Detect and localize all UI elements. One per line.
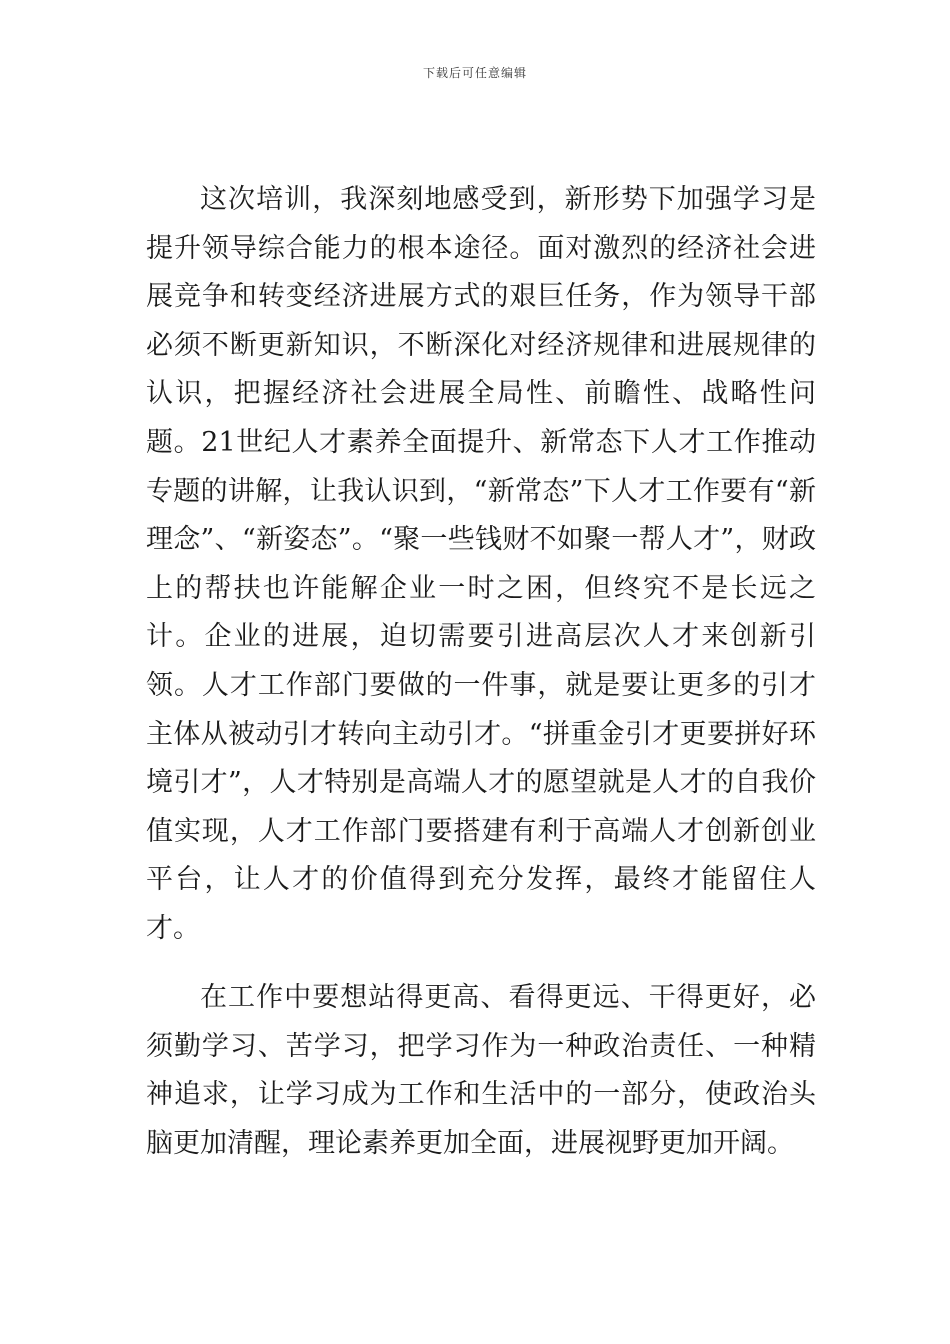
paragraph-2: 在工作中要想站得更高、看得更远、干得更好，必须勤学习、苦学习，把学习作为一种政治责任、一种精神追求，让学习成为工作和生活中的一部分，使政治头脑更加清醒，理论素养更加全面，进展视野更加开阔。: [146, 982, 816, 1159]
page-header: 下载后可任意编辑: [422, 66, 527, 80]
paragraph-1: 这次培训，我深刻地感受到，新形势下加强学习是提升领导综合能力的根本途径。面对激烈的经济社会进展竞争和转变经济进展方式的艰巨任务，作为领导干部必须不断更新知识，不断深化对经济规律和进展规律的认识，把握经济社会进展全局性、前瞻性、战略性问题。21世纪人才素养全面提升、新常态下人才工作推动专题的讲解，让我认识到，“新常态”下人才工作要有“新理念”、“新姿态”。“聚一些钱财不如聚一帮人才”，财政上的帮扶也许能解企业一时之困，但终究不是长远之计。企业的进展，迫切需要引进高层次人才来创新引领。人才工作部门要做的一件事，就是要让更多的引才主体从被动引才转向主动引才。“拼重金引才更要拼好环境引才”，人才特别是高端人才的愿望就是人才的自我价值实现，人才工作部门要搭建有利于高端人才创新创业平台，让人才的价值得到充分发挥，最终才能留住人才。: [146, 184, 816, 944]
